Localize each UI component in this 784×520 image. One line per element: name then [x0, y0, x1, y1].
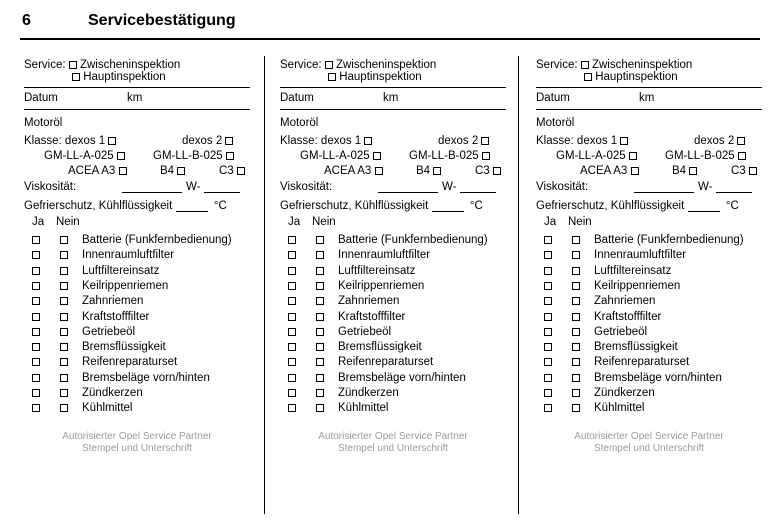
gefrierschutz-label: Gefrierschutz, Kühlflüssigkeit	[24, 200, 173, 212]
motoroel-label: Motoröl	[536, 117, 575, 129]
hauptinspektion-label: Hauptinspektion	[339, 71, 422, 83]
ja-checkbox[interactable]	[544, 313, 552, 321]
column-separator	[264, 56, 265, 514]
gm-ll-b-025-checkbox[interactable]	[226, 152, 234, 160]
gm-ll-a-025-checkbox[interactable]	[373, 152, 381, 160]
dexos2-label: dexos 2	[694, 135, 735, 147]
service-item-label: Bremsbeläge vorn/hinten	[338, 371, 466, 384]
ja-checkbox[interactable]	[32, 251, 40, 259]
c3-label: C3	[731, 165, 746, 177]
nein-checkbox[interactable]	[60, 251, 68, 259]
dexos2-label: dexos 2	[438, 135, 479, 147]
service-item-label: Bremsbeläge vorn/hinten	[82, 371, 210, 384]
service-item-label: Kühlmittel	[594, 402, 645, 415]
b4-checkbox[interactable]	[177, 167, 185, 175]
nein-checkbox[interactable]	[316, 404, 324, 412]
nein-checkbox[interactable]	[572, 343, 580, 351]
stamp-signature-text: Stempel und Unterschrift	[337, 443, 449, 454]
stamp-area	[536, 431, 762, 455]
zwischeninspektion-checkbox[interactable]	[581, 61, 589, 69]
nein-checkbox[interactable]	[316, 328, 324, 336]
nein-checkbox[interactable]	[572, 404, 580, 412]
b4-label: B4	[160, 165, 175, 177]
ja-checkbox[interactable]	[288, 374, 296, 382]
service-item-label: Zündkerzen	[338, 387, 399, 399]
service-item-label: Innenraumluftfilter	[338, 249, 431, 262]
service-item-label: Batterie (Funkfernbedienung)	[338, 234, 488, 246]
nein-checkbox[interactable]	[60, 282, 68, 290]
nein-checkbox[interactable]	[316, 236, 324, 244]
nein-checkbox[interactable]	[572, 251, 580, 259]
ja-header: Ja	[544, 216, 557, 228]
gm-ll-a-025-label: GM-LL-A-025	[300, 150, 370, 162]
viskositaet-label: Viskosität:	[24, 181, 77, 193]
ja-checkbox[interactable]	[544, 297, 552, 305]
nein-checkbox[interactable]	[60, 297, 68, 305]
w-label: W-	[698, 181, 713, 193]
dexos1-checkbox[interactable]	[108, 137, 116, 145]
gm-ll-a-025-checkbox[interactable]	[117, 152, 125, 160]
motoroel-label: Motoröl	[280, 117, 319, 129]
nein-checkbox[interactable]	[572, 313, 580, 321]
c3-label: C3	[219, 165, 234, 177]
ja-checkbox[interactable]	[544, 267, 552, 275]
zwischeninspektion-checkbox[interactable]	[69, 61, 77, 69]
stamp-area	[280, 431, 506, 455]
ja-checkbox[interactable]	[544, 328, 552, 336]
service-item-label: Luftfiltereinsatz	[338, 264, 416, 277]
ja-checkbox[interactable]	[288, 282, 296, 290]
service-item-label: Batterie (Funkfernbedienung)	[594, 234, 744, 246]
nein-checkbox[interactable]	[316, 313, 324, 321]
service-item-label: Bremsbeläge vorn/hinten	[594, 371, 722, 384]
c3-checkbox[interactable]	[749, 167, 757, 175]
gm-ll-b-025-label: GM-LL-B-025	[665, 150, 735, 162]
nein-checkbox[interactable]	[60, 404, 68, 412]
hauptinspektion-checkbox[interactable]	[328, 73, 336, 81]
service-item-label: Keilrippenriemen	[82, 279, 169, 292]
service-item-label: Innenraumluftfilter	[82, 249, 175, 262]
ja-checkbox[interactable]	[32, 328, 40, 336]
service-item-label: Keilrippenriemen	[338, 279, 425, 292]
c3-checkbox[interactable]	[237, 167, 245, 175]
dexos1-label: dexos 1	[320, 135, 362, 147]
service-item-label: Zündkerzen	[594, 387, 655, 399]
service-label: Service:	[24, 59, 66, 71]
ja-checkbox[interactable]	[288, 236, 296, 244]
stamp-partner-text: Autorisierter Opel Service Partner	[574, 431, 724, 442]
ja-checkbox[interactable]	[288, 267, 296, 275]
hauptinspektion-checkbox[interactable]	[584, 73, 592, 81]
klasse-label: Klasse:	[280, 135, 318, 147]
service-item-label: Innenraumluftfilter	[594, 249, 687, 262]
service-item-label: Keilrippenriemen	[594, 279, 681, 292]
dexos2-checkbox[interactable]	[481, 137, 489, 145]
service-item-label: Kraftstofffilter	[594, 310, 662, 323]
nein-checkbox[interactable]	[316, 251, 324, 259]
km-label: km	[383, 92, 399, 104]
gefrierschutz-label: Gefrierschutz, Kühlflüssigkeit	[280, 200, 429, 212]
viskositaet-field[interactable]	[378, 180, 438, 193]
acea-a3-checkbox[interactable]	[631, 167, 639, 175]
nein-checkbox[interactable]	[316, 358, 324, 366]
dexos1-checkbox[interactable]	[620, 137, 628, 145]
service-label: Service:	[536, 59, 578, 71]
celsius-label: °C	[213, 200, 227, 212]
ja-checkbox[interactable]	[544, 358, 552, 366]
nein-checkbox[interactable]	[572, 267, 580, 275]
nein-checkbox[interactable]	[572, 297, 580, 305]
zwischeninspektion-label: Zwischeninspektion	[335, 59, 437, 71]
ja-checkbox[interactable]	[32, 389, 40, 397]
hauptinspektion-label: Hauptinspektion	[595, 71, 678, 83]
b4-checkbox[interactable]	[689, 167, 697, 175]
viskositaet-label: Viskosität:	[536, 181, 589, 193]
c3-checkbox[interactable]	[493, 167, 501, 175]
dexos2-checkbox[interactable]	[225, 137, 233, 145]
service-item-label: Kühlmittel	[338, 402, 389, 415]
ja-checkbox[interactable]	[288, 389, 296, 397]
service-item-label: Kraftstofffilter	[82, 310, 150, 323]
divider	[536, 109, 762, 110]
service-item-label: Kühlmittel	[82, 402, 133, 415]
km-label: km	[127, 92, 143, 104]
zwischeninspektion-label: Zwischeninspektion	[79, 59, 181, 71]
w-field[interactable]	[716, 180, 752, 193]
hauptinspektion-label: Hauptinspektion	[83, 71, 166, 83]
nein-checkbox[interactable]	[60, 328, 68, 336]
nein-header: Nein	[568, 216, 592, 228]
ja-checkbox[interactable]	[32, 313, 40, 321]
stamp-signature-text: Stempel und Unterschrift	[593, 443, 705, 454]
ja-checkbox[interactable]	[288, 251, 296, 259]
service-item-label: Zahnriemen	[594, 295, 656, 308]
divider	[536, 87, 762, 88]
dexos1-checkbox[interactable]	[364, 137, 372, 145]
km-label: km	[639, 92, 655, 104]
dexos1-label: dexos 1	[64, 135, 106, 147]
service-item-label: Bremsflüssigkeit	[338, 341, 422, 354]
gm-ll-a-025-label: GM-LL-A-025	[44, 150, 114, 162]
ja-checkbox[interactable]	[32, 343, 40, 351]
column-separator	[518, 56, 519, 514]
ja-checkbox[interactable]	[544, 343, 552, 351]
datum-label: Datum	[280, 92, 314, 104]
datum-label: Datum	[24, 92, 58, 104]
acea-a3-checkbox[interactable]	[119, 167, 127, 175]
ja-checkbox[interactable]	[544, 374, 552, 382]
service-item-label: Reifenreparaturset	[338, 356, 434, 369]
nein-checkbox[interactable]	[60, 358, 68, 366]
w-field[interactable]	[460, 180, 496, 193]
w-label: W-	[186, 181, 201, 193]
gefrierschutz-label: Gefrierschutz, Kühlflüssigkeit	[536, 200, 685, 212]
ja-checkbox[interactable]	[32, 297, 40, 305]
ja-checkbox[interactable]	[32, 404, 40, 412]
b4-checkbox[interactable]	[433, 167, 441, 175]
klasse-label: Klasse:	[536, 135, 574, 147]
service-item-label: Zündkerzen	[82, 387, 143, 399]
service-item-label: Reifenreparaturset	[594, 356, 690, 369]
gm-ll-b-025-label: GM-LL-B-025	[409, 150, 479, 162]
ja-checkbox[interactable]	[288, 313, 296, 321]
b4-label: B4	[672, 165, 687, 177]
gefrierschutz-field[interactable]	[432, 199, 464, 212]
service-item-label: Luftfiltereinsatz	[82, 264, 160, 277]
nein-header: Nein	[312, 216, 336, 228]
nein-checkbox[interactable]	[60, 236, 68, 244]
nein-checkbox[interactable]	[60, 267, 68, 275]
nein-checkbox[interactable]	[572, 236, 580, 244]
ja-header: Ja	[288, 216, 301, 228]
dexos2-checkbox[interactable]	[737, 137, 745, 145]
service-item-label: Getriebeöl	[594, 325, 648, 338]
nein-checkbox[interactable]	[60, 389, 68, 397]
viskositaet-label: Viskosität:	[280, 181, 333, 193]
c3-label: C3	[475, 165, 490, 177]
nein-header: Nein	[56, 216, 80, 228]
nein-checkbox[interactable]	[60, 343, 68, 351]
stamp-partner-text: Autorisierter Opel Service Partner	[318, 431, 468, 442]
acea-a3-label: ACEA A3	[68, 165, 116, 177]
dexos2-label: dexos 2	[182, 135, 223, 147]
celsius-label: °C	[469, 200, 483, 212]
divider	[280, 109, 506, 110]
b4-label: B4	[416, 165, 431, 177]
motoroel-label: Motoröl	[24, 117, 63, 129]
ja-checkbox[interactable]	[288, 328, 296, 336]
nein-checkbox[interactable]	[572, 328, 580, 336]
divider	[24, 109, 250, 110]
divider	[280, 87, 506, 88]
nein-checkbox[interactable]	[60, 313, 68, 321]
ja-checkbox[interactable]	[32, 374, 40, 382]
service-item-label: Getriebeöl	[82, 325, 136, 338]
ja-checkbox[interactable]	[544, 282, 552, 290]
gm-ll-a-025-label: GM-LL-A-025	[556, 150, 626, 162]
gm-ll-b-025-checkbox[interactable]	[482, 152, 490, 160]
ja-checkbox[interactable]	[32, 358, 40, 366]
w-label: W-	[442, 181, 457, 193]
nein-checkbox[interactable]	[316, 343, 324, 351]
nein-checkbox[interactable]	[316, 374, 324, 382]
nein-checkbox[interactable]	[572, 374, 580, 382]
nein-checkbox[interactable]	[316, 389, 324, 397]
stamp-partner-text: Autorisierter Opel Service Partner	[62, 431, 212, 442]
celsius-label: °C	[725, 200, 739, 212]
ja-checkbox[interactable]	[544, 404, 552, 412]
ja-checkbox[interactable]	[288, 297, 296, 305]
klasse-label: Klasse:	[24, 135, 62, 147]
ja-checkbox[interactable]	[32, 267, 40, 275]
nein-checkbox[interactable]	[572, 358, 580, 366]
title-divider	[20, 38, 760, 40]
nein-checkbox[interactable]	[316, 282, 324, 290]
acea-a3-label: ACEA A3	[324, 165, 372, 177]
hauptinspektion-checkbox[interactable]	[72, 73, 80, 81]
datum-label: Datum	[536, 92, 570, 104]
viskositaet-field[interactable]	[122, 180, 182, 193]
ja-checkbox[interactable]	[544, 251, 552, 259]
ja-checkbox[interactable]	[288, 343, 296, 351]
gm-ll-a-025-checkbox[interactable]	[629, 152, 637, 160]
service-item-label: Reifenreparaturset	[82, 356, 178, 369]
service-item-label: Kraftstofffilter	[338, 310, 406, 323]
ja-checkbox[interactable]	[288, 358, 296, 366]
ja-checkbox[interactable]	[32, 236, 40, 244]
service-item-label: Zahnriemen	[82, 295, 144, 308]
stamp-area	[24, 431, 250, 455]
nein-checkbox[interactable]	[60, 374, 68, 382]
nein-checkbox[interactable]	[316, 267, 324, 275]
service-item-label: Bremsflüssigkeit	[594, 341, 678, 354]
zwischeninspektion-checkbox[interactable]	[325, 61, 333, 69]
acea-a3-checkbox[interactable]	[375, 167, 383, 175]
gefrierschutz-field[interactable]	[688, 199, 720, 212]
acea-a3-label: ACEA A3	[580, 165, 628, 177]
page-title: Servicebestätigung	[88, 12, 236, 29]
service-item-label: Luftfiltereinsatz	[594, 264, 672, 277]
nein-checkbox[interactable]	[572, 389, 580, 397]
service-item-label: Bremsflüssigkeit	[82, 341, 166, 354]
ja-checkbox[interactable]	[544, 236, 552, 244]
gm-ll-b-025-checkbox[interactable]	[738, 152, 746, 160]
ja-header: Ja	[32, 216, 45, 228]
service-item-label: Zahnriemen	[338, 295, 400, 308]
service-label: Service:	[280, 59, 322, 71]
dexos1-label: dexos 1	[576, 135, 618, 147]
ja-checkbox[interactable]	[288, 404, 296, 412]
zwischeninspektion-label: Zwischeninspektion	[591, 59, 693, 71]
page-number: 6	[22, 12, 31, 29]
service-item-label: Getriebeöl	[338, 325, 392, 338]
divider	[24, 87, 250, 88]
viskositaet-field[interactable]	[634, 180, 694, 193]
gefrierschutz-field[interactable]	[176, 199, 208, 212]
gm-ll-b-025-label: GM-LL-B-025	[153, 150, 223, 162]
ja-checkbox[interactable]	[544, 389, 552, 397]
stamp-signature-text: Stempel und Unterschrift	[81, 443, 193, 454]
nein-checkbox[interactable]	[316, 297, 324, 305]
ja-checkbox[interactable]	[32, 282, 40, 290]
nein-checkbox[interactable]	[572, 282, 580, 290]
w-field[interactable]	[204, 180, 240, 193]
service-item-label: Batterie (Funkfernbedienung)	[82, 234, 232, 246]
